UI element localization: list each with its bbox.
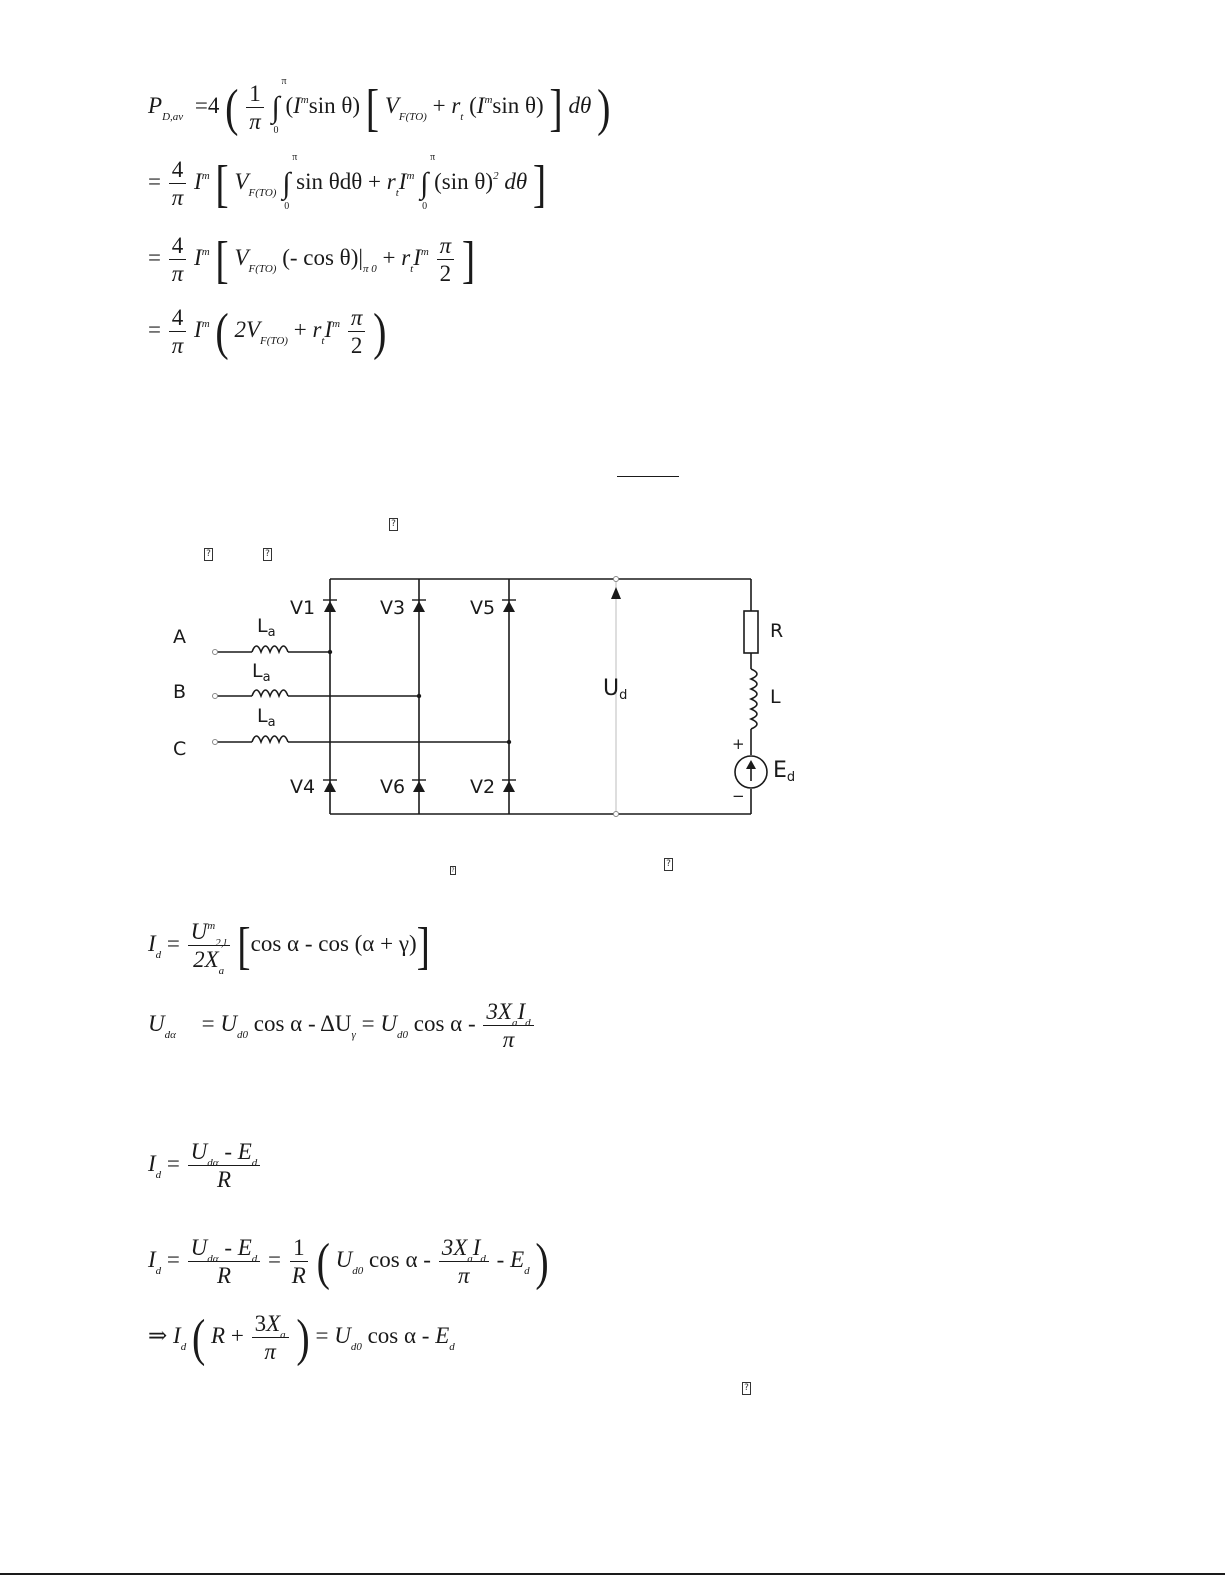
missing-glyph-3: ? bbox=[263, 548, 272, 561]
equation-id-expanded: $I_d$ = $\frac{U_{d\alpha} - E_d}{R}$ = $\frac{1}{R}$ ( $U_{d0}$ cos α - $\frac{3X_aI_d}{\pi}$ - $E_d$ ) bbox=[148, 1231, 549, 1291]
inductor-label-a: $L_a$ bbox=[257, 615, 276, 640]
phase-label-b: B bbox=[173, 681, 187, 703]
plus-sign: + bbox=[732, 735, 745, 753]
thyristor-v1-label: V1 bbox=[290, 597, 316, 619]
three-phase-bridge-circuit bbox=[160, 565, 810, 825]
thyristor-v6-label: V6 bbox=[380, 776, 406, 798]
equation-pdav-line4: = $\frac{4}{\pi}$ $I^m$ ( $2V_{F(TO)} + r_tI^m$ $\frac{\pi}{2}$ ) bbox=[148, 301, 387, 361]
minus-sign: − bbox=[732, 787, 745, 805]
equation-pdav-line1: $P_{D,av} =4$ ( $\frac{1}{\pi}$ ∫ π 0 ($I^m\sin$ θ) [ $V_{F(TO)} + r_t$ ($I^m\sin$ θ) ] dθ ) bbox=[148, 75, 611, 137]
ed-label: Ed bbox=[773, 758, 796, 785]
inductor-label-c: $L_a$ bbox=[257, 705, 276, 730]
equation-uda: $U_{d\alpha} = U_{d0}$ $\cos \alpha - \Delta U_\gamma = U_{d0}$ cos α - $\frac{3X_aI_d}{\pi}$ bbox=[148, 1000, 536, 1051]
phase-label-c: C bbox=[173, 738, 187, 760]
missing-glyph-4: ? bbox=[451, 867, 455, 874]
load-inductor-label: L bbox=[770, 686, 781, 708]
missing-glyph-2: ? bbox=[204, 548, 213, 561]
thyristor-v5-label: V5 bbox=[470, 597, 496, 619]
thyristor-v2-label: V2 bbox=[470, 776, 496, 798]
thyristor-v4-label: V4 bbox=[290, 776, 316, 798]
equation-id-r: $I_d$ = $\frac{U_{d\alpha} - E_d}{R}$ bbox=[148, 1140, 262, 1191]
equation-pdav-line2: = $\frac{4}{\pi}$ $I^m$ [ $V_{F(TO)}$ ∫ π 0 $\sin \theta d\theta + r_tI^m$ ∫ π 0 (sin θ)$^2$ dθ ] bbox=[148, 151, 547, 213]
page-bottom-rule bbox=[0, 1573, 1225, 1575]
inductor-label-b: $L_a$ bbox=[252, 660, 271, 685]
missing-glyph-5: ? bbox=[664, 858, 673, 871]
overline-fragment bbox=[617, 476, 679, 477]
resistor-label: R bbox=[770, 620, 784, 642]
equation-implies: ⇒ $I_d$ ( R + $\frac{3X_a}{\pi}$ ) = $U_{d0}$ cos α - $E_d$ bbox=[148, 1307, 455, 1367]
ud-label: Ud bbox=[603, 676, 628, 703]
equation-pdav-line3: = $\frac{4}{\pi}$ $I^m$ [ $V_{F(TO)}$ (- $\cos \theta)|_{\pi 0} + r_tI^m$ $\frac{\pi}{2}$ ] bbox=[148, 229, 476, 289]
thyristor-v3-label: V3 bbox=[380, 597, 406, 619]
missing-glyph-1: ? bbox=[389, 518, 398, 531]
equation-id-cos: $I_d$ = $\frac{U^m_{2,l}}{2X_a}$ [cos α - cos (α + γ)] bbox=[148, 915, 430, 977]
missing-glyph-6: ? bbox=[742, 1382, 751, 1395]
phase-label-a: A bbox=[173, 626, 186, 648]
